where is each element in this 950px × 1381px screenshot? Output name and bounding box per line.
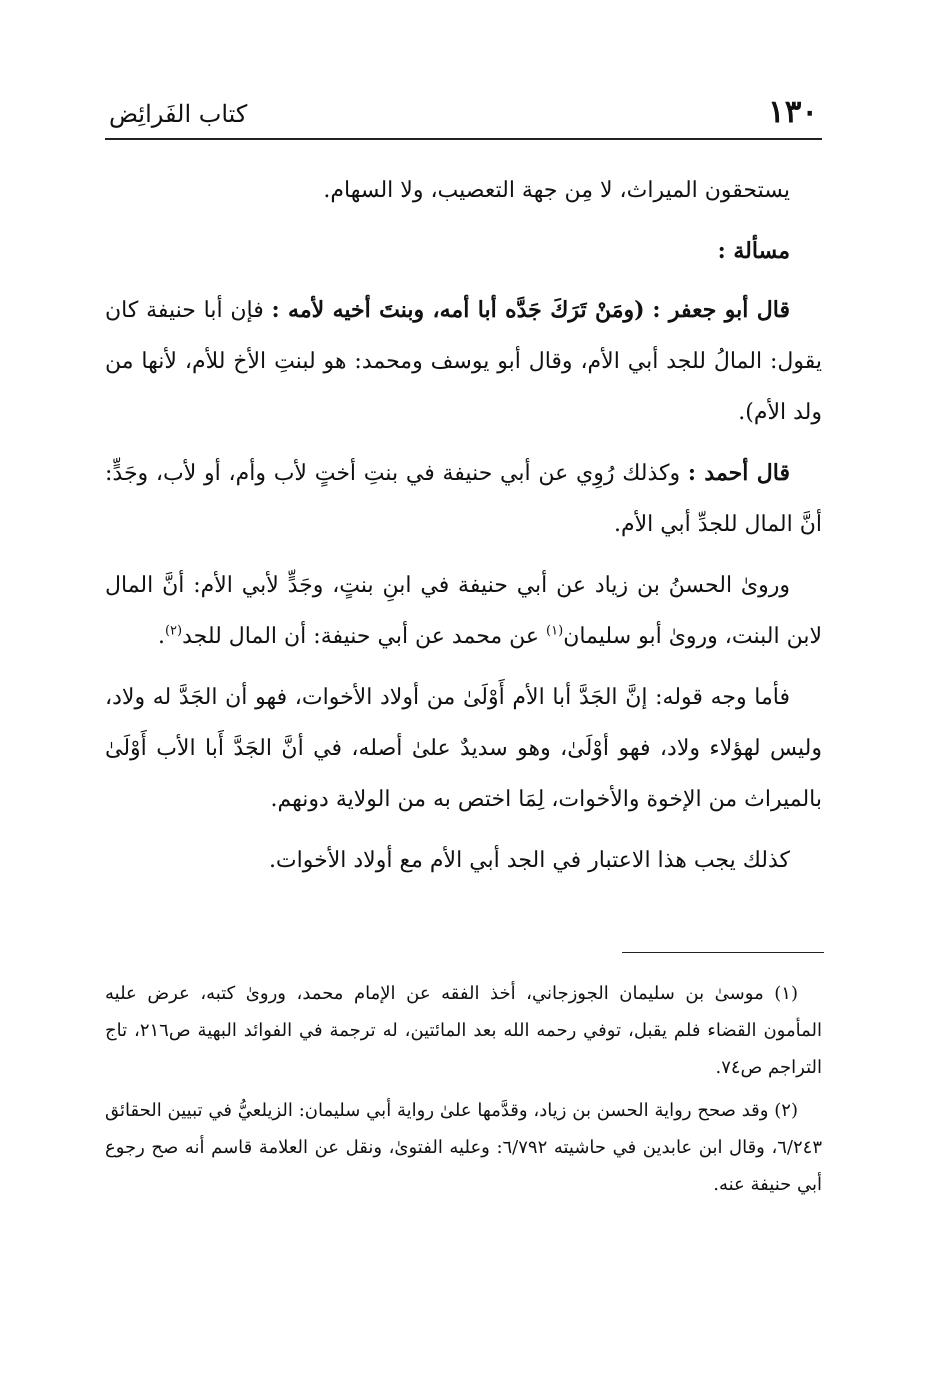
paragraph <box>105 835 822 886</box>
paragraph-text: ورویٰ الحسنُ بن زياد عن أبي حنيفة في ابنِ بنتٍ، وجَدٍّ لأبي الأم: أنَّ المال لابن البنت، ورویٰ أبو سليمان <box>105 573 822 649</box>
masala-heading <box>105 226 822 277</box>
quoted-text: (ومَنْ تَرَكَ جَدَّه أبا أمه، وبنتَ أخيه لأمه : <box>271 297 645 323</box>
paragraph-text: كذلك يجب هذا الاعتبار في الجد أبي الأم مع أولاد الأخوات. <box>268 848 790 873</box>
footnote-reference[interactable]: (٢) <box>164 623 183 639</box>
paragraph <box>105 285 822 438</box>
masala-heading-text: مسألة : <box>717 238 790 264</box>
paragraph-text: . <box>157 624 165 649</box>
paragraph <box>105 165 822 216</box>
paragraph <box>105 560 822 662</box>
speaker-label: قال أبو جعفر : <box>652 297 791 323</box>
footnote-text: (٢) وقد صحح رواية الحسن بن زياد، وقدَّمها علىٰ رواية أبي سليمان: الزيلعيُّ في تبيين الحقائق ٦/٢٤٣، وقال ابن عابدين في حاشيته ٦/٧٩٢: وعليه الفتوىٰ، ونقل عن العلامة قاسم أنه صح رجوع أبي حنيفة عنه. <box>105 1100 822 1195</box>
paragraph <box>105 448 822 550</box>
footnote-reference[interactable]: (١) <box>546 623 564 639</box>
paragraph-text: عن محمد عن أبي حنيفة: أن المال للجد <box>182 624 540 649</box>
paragraph <box>105 672 822 825</box>
footnote-separator <box>622 952 824 953</box>
footnote <box>105 1092 822 1203</box>
paragraph-text: وكذلك رُوِي عن أبي حنيفة في بنتِ أختٍ لأب وأم، أو لأب، وجَدٍّ: أنَّ المال للجدِّ أبي الأم. <box>105 461 822 537</box>
page-header <box>105 92 822 140</box>
speaker-label: قال أحمد : <box>687 460 790 486</box>
paragraph-text: فإن أبا حنيفة كان يقول: المالُ للجد أبي الأم، وقال أبو يوسف ومحمد: هو لبنتِ الأخ للأم، لأنها من ولد الأم). <box>105 298 822 425</box>
paragraph-text: يستحقون الميراث، لا مِن جهة التعصيب، ولا السهام. <box>323 178 790 203</box>
page-number: ١٣٠ <box>768 94 818 130</box>
running-title: كتاب الفَرائِض <box>109 100 248 128</box>
paragraph-text: فأما وجه قوله: إنَّ الجَدَّ أبا الأم أَوْلَىٰ من أولاد الأخوات، فهو أن الجَدَّ له ولاد، وليس لهؤلاء ولاد، فهو أوْلَىٰ، وهو سديدٌ علىٰ أصله، في أنَّ الجَدَّ أَبا الأب أَوْلَىٰ بالميراث من الإخوة والأخوات، لِمَا اختص به من الولاية دونهم. <box>105 685 822 812</box>
main-text <box>105 165 822 896</box>
footnote <box>105 975 822 1086</box>
footnote-text: (١) موسىٰ بن سليمان الجوزجاني، أخذ الفقه عن الإمام محمد، وروىٰ كتبه، عرض عليه المأمون القضاء فلم يقبل، توفي رحمه الله بعد المائتين، له ترجمة في الفوائد البهية ص٢١٦، تاج التراجم ص٧٤. <box>105 983 822 1078</box>
footnotes <box>105 975 822 1209</box>
